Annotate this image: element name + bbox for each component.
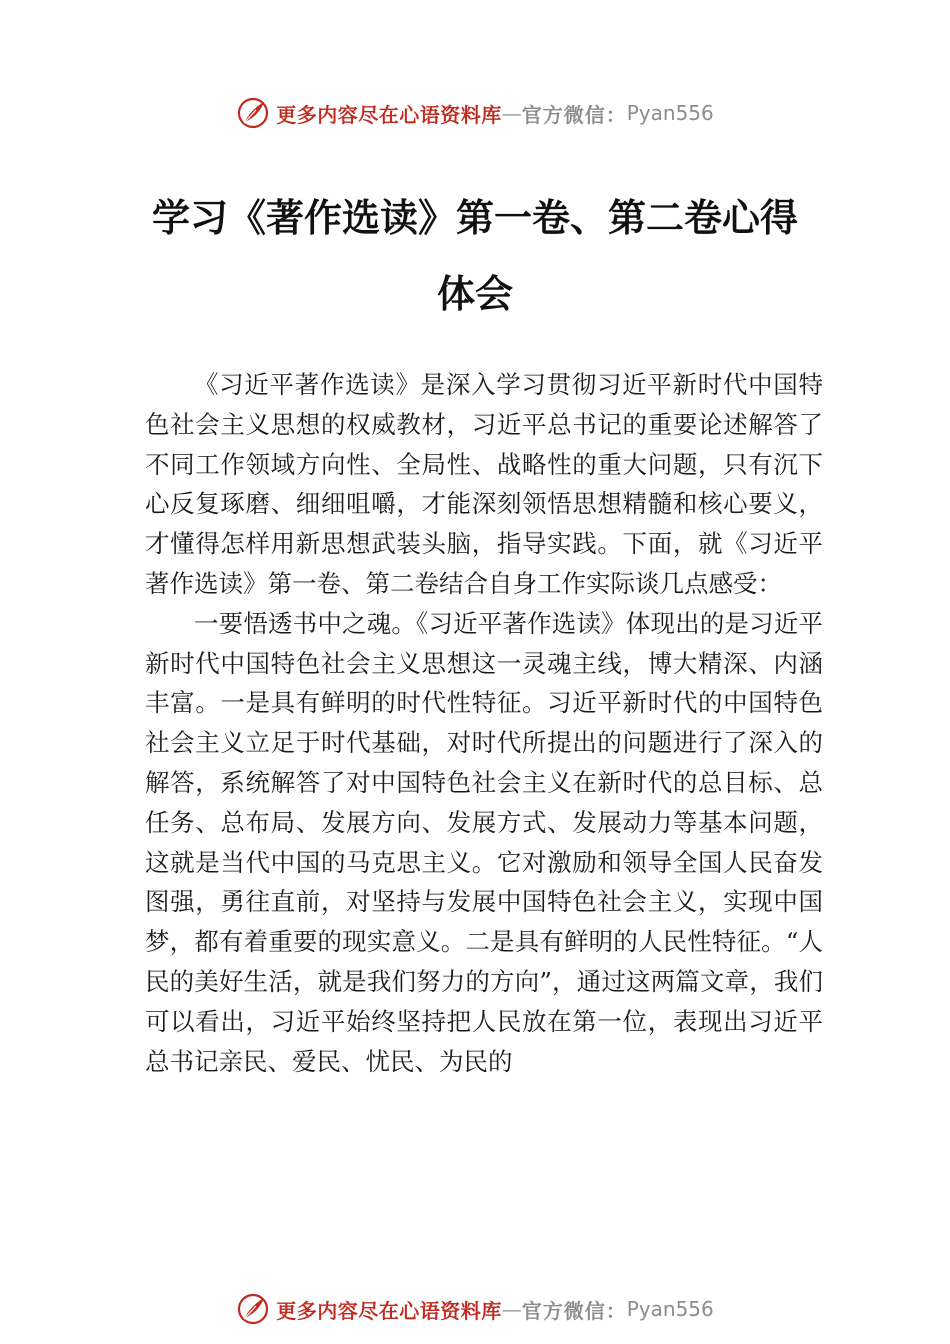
quill-pen-logo-icon — [236, 96, 270, 130]
footer-banner — [0, 1289, 950, 1329]
document-title: 学习《著作选读》第一卷、第二卷心得体会 — [151, 195, 798, 316]
paragraph-intro: 《习近平著作选读》是深入学习贯彻习近平新时代中国特色社会主义思想的权威教材，习近平总书记的重要论述解答了不同工作领域方向性、全局性、战略性的重大问题，只有沉下心反复琢磨、细细咀嚼，才能深刻领悟思想精髓和核心要义，才懂得怎样用新思想武装头脑，指导实践。下面，就《习近平著作选读》第一卷、第二卷结合自身工作实际谈几点感受： — [145, 370, 823, 598]
quill-pen-logo-icon — [236, 1292, 270, 1326]
banner-dash: — — [501, 101, 522, 125]
header-banner — [0, 93, 950, 133]
paragraph-point-one: 一要悟透书中之魂。《习近平著作选读》体现出的是习近平新时代中国特色社会主义思想这一灵魂主线，博大精深、内涵丰富。一是具有鲜明的时代性特征。习近平新时代的中国特色社会主义立足于时代基础，对时代所提出的问题进行了深入的解答，系统解答了对中国特色社会主义在新时代的总目标、总任务、总布局、发展方向、发展方式、发展动力等基本问题，这就是当代中国的马克思主义。它对激励和领导全国人民奋发图强，勇往直前，对坚持与发展中国特色社会主义，实现中国梦，都有着重要的现实意义。二是具有鲜明的人民性特征。“人民的美好生活，就是我们努力的方向”，通过这两篇文章，我们可以看出，习近平始终坚持把人民放在第一位，表现出习近平总书记亲民、爱民、忧民、为民的 — [145, 608, 823, 1076]
banner-wechat-id: Pyan556 — [626, 1297, 714, 1321]
banner-dash: — — [501, 1297, 522, 1321]
banner-wechat-label: 官方微信： — [521, 102, 627, 127]
banner-wechat-id: Pyan556 — [626, 101, 714, 125]
banner-main-text: 更多内容尽在心语资料库 — [276, 102, 502, 127]
banner-wechat-label: 官方微信： — [521, 1298, 627, 1323]
banner-main-text: 更多内容尽在心语资料库 — [276, 1298, 502, 1323]
document-body — [145, 365, 823, 1081]
